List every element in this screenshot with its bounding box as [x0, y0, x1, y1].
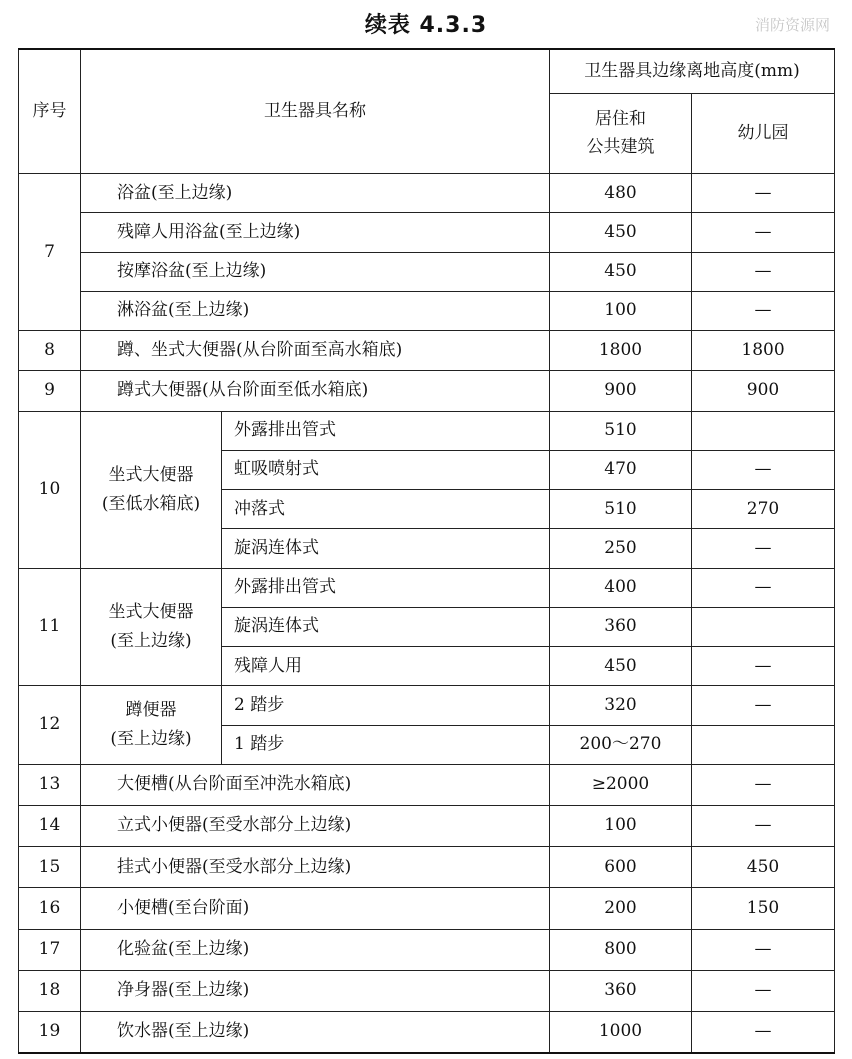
fixture-subname: 2 踏步	[222, 686, 550, 725]
residential-value: 100	[550, 291, 692, 330]
kindergarten-value: —	[692, 764, 835, 805]
residential-value: 510	[550, 411, 692, 450]
header-height-group: 卫生器具边缘离地高度(mm)	[550, 49, 835, 93]
residential-value: 400	[550, 568, 692, 607]
fixture-name: 立式小便器(至受水部分上边缘)	[81, 805, 550, 846]
kindergarten-value: —	[692, 291, 835, 330]
fixture-height-table	[18, 48, 835, 1054]
kindergarten-value: 1800	[692, 331, 835, 371]
residential-value: 360	[550, 970, 692, 1011]
seq-cell: 8	[19, 331, 81, 371]
fixture-subname: 冲落式	[222, 490, 550, 529]
fixture-name: 小便槽(至台阶面)	[81, 888, 550, 929]
residential-value: 320	[550, 686, 692, 725]
fixture-name: 淋浴盆(至上边缘)	[81, 291, 550, 330]
residential-value: 360	[550, 607, 692, 646]
header-kindergarten: 幼儿园	[692, 93, 835, 173]
kindergarten-value: 900	[692, 371, 835, 411]
kindergarten-value: 150	[692, 888, 835, 929]
fixture-name: 大便槽(从台阶面至冲洗水箱底)	[81, 764, 550, 805]
fixture-name: 浴盆(至上边缘)	[81, 174, 550, 213]
fixture-subname: 旋涡连体式	[222, 607, 550, 646]
residential-value: 1000	[550, 1012, 692, 1053]
residential-value: 600	[550, 847, 692, 888]
fixture-name: 蹲式大便器(从台阶面至低水箱底)	[81, 371, 550, 411]
residential-value: 800	[550, 929, 692, 970]
fixture-name: 挂式小便器(至受水部分上边缘)	[81, 847, 550, 888]
residential-value: 100	[550, 805, 692, 846]
residential-value: 450	[550, 647, 692, 686]
group-name: 坐式大便器 (至上边缘)	[81, 568, 222, 686]
seq-cell: 11	[19, 568, 81, 686]
residential-value: 480	[550, 174, 692, 213]
fixture-name: 化验盆(至上边缘)	[81, 929, 550, 970]
header-seq: 序号	[19, 49, 81, 174]
group-name: 坐式大便器 (至低水箱底)	[81, 411, 222, 568]
fixture-subname: 1 踏步	[222, 725, 550, 764]
seq-cell: 12	[19, 686, 81, 764]
residential-value: 1800	[550, 331, 692, 371]
seq-cell: 15	[19, 847, 81, 888]
seq-cell: 19	[19, 1012, 81, 1053]
seq-cell: 14	[19, 805, 81, 846]
group-name: 蹲便器 (至上边缘)	[81, 686, 222, 764]
kindergarten-value: —	[692, 1012, 835, 1053]
residential-value: 900	[550, 371, 692, 411]
kindergarten-value: —	[692, 805, 835, 846]
residential-value: 450	[550, 252, 692, 291]
table-title: 续表 4.3.3	[364, 13, 488, 38]
seq-cell: 17	[19, 929, 81, 970]
residential-value: 200	[550, 888, 692, 929]
fixture-subname: 外露排出管式	[222, 568, 550, 607]
kindergarten-value: —	[692, 450, 835, 489]
kindergarten-value: —	[692, 568, 835, 607]
kindergarten-value: —	[692, 529, 835, 568]
residential-value: 510	[550, 490, 692, 529]
kindergarten-value: 450	[692, 847, 835, 888]
seq-cell: 18	[19, 970, 81, 1011]
fixture-name: 残障人用浴盆(至上边缘)	[81, 213, 550, 252]
residential-value: 250	[550, 529, 692, 568]
header-residential: 居住和 公共建筑	[550, 93, 692, 173]
residential-value: 470	[550, 450, 692, 489]
kindergarten-value	[692, 607, 835, 646]
kindergarten-value: —	[692, 174, 835, 213]
kindergarten-value: 270	[692, 490, 835, 529]
fixture-subname: 外露排出管式	[222, 411, 550, 450]
kindergarten-value: —	[692, 929, 835, 970]
fixture-subname: 残障人用	[222, 647, 550, 686]
kindergarten-value: —	[692, 686, 835, 725]
residential-value: ≥2000	[550, 764, 692, 805]
seq-cell: 10	[19, 411, 81, 568]
kindergarten-value: —	[692, 647, 835, 686]
fixture-name: 按摩浴盆(至上边缘)	[81, 252, 550, 291]
kindergarten-value: —	[692, 252, 835, 291]
fixture-name: 净身器(至上边缘)	[81, 970, 550, 1011]
kindergarten-value: —	[692, 970, 835, 1011]
kindergarten-value	[692, 725, 835, 764]
watermark: 消防资源网	[754, 16, 830, 34]
kindergarten-value: —	[692, 213, 835, 252]
fixture-name: 饮水器(至上边缘)	[81, 1012, 550, 1053]
seq-cell: 13	[19, 764, 81, 805]
kindergarten-value	[692, 411, 835, 450]
residential-value: 450	[550, 213, 692, 252]
residential-value: 200～270	[550, 725, 692, 764]
fixture-subname: 旋涡连体式	[222, 529, 550, 568]
seq-cell: 16	[19, 888, 81, 929]
seq-cell: 9	[19, 371, 81, 411]
fixture-name: 蹲、坐式大便器(从台阶面至高水箱底)	[81, 331, 550, 371]
fixture-subname: 虹吸喷射式	[222, 450, 550, 489]
header-name: 卫生器具名称	[81, 49, 550, 174]
seq-cell: 7	[19, 174, 81, 331]
